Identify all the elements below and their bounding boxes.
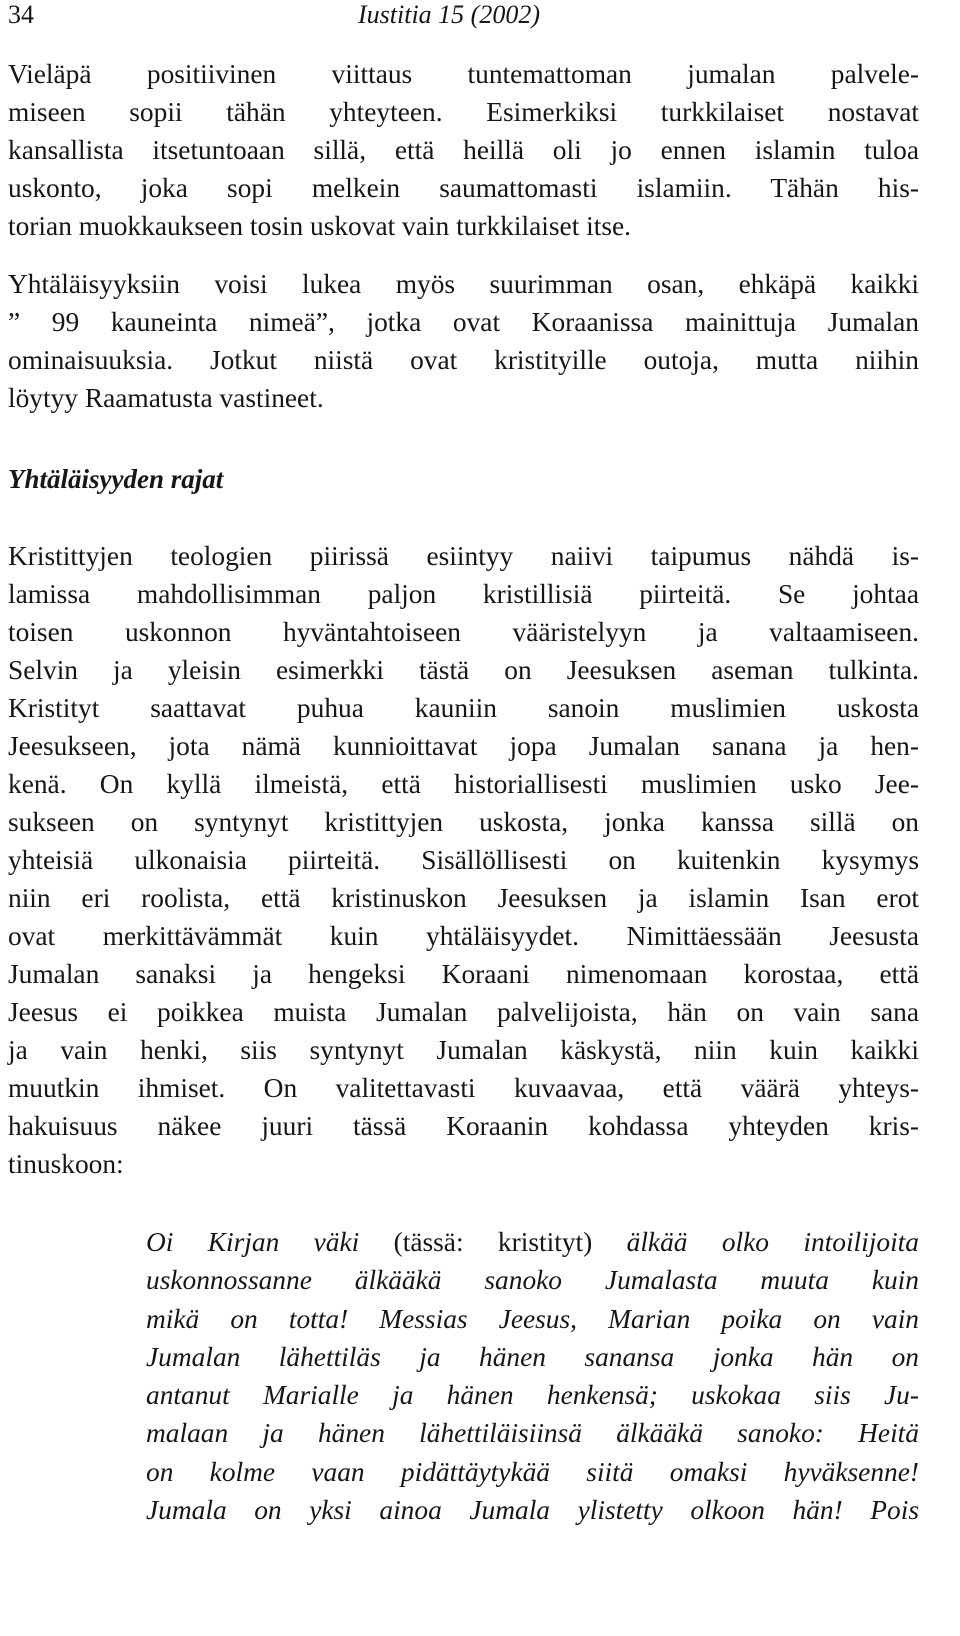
- text-line: Selvin ja yleisin esimerkki tästä on Jeesuksen aseman tulkinta.: [8, 655, 919, 685]
- text-line: ” 99 kauneinta nimeä”, jotka ovat Koraanissa mainittuja Jumalan: [8, 307, 919, 337]
- text-line: Jeesukseen, jota nämä kunnioittavat jopa Jumalan sanana ja hen-: [8, 731, 919, 761]
- quote-line: on kolme vaan pidättäytykää siitä omaksi hyväksenne!: [146, 1456, 919, 1487]
- text-line: yhteisiä ulkonaisia piirteitä. Sisällöllisesti on kuitenkin kysymys: [8, 845, 919, 875]
- text-line: niin eri roolista, että kristinuskon Jeesuksen ja islamin Isan erot: [8, 883, 919, 913]
- text-line: Vieläpä positiivinen viittaus tuntemattoman jumalan palvele-: [8, 59, 919, 89]
- text-line: toisen uskonnon hyväntahtoiseen vääristelyyn ja valtaamiseen.: [8, 617, 919, 647]
- paragraph-1: [8, 55, 919, 245]
- running-head: [8, 0, 919, 30]
- text-line: ovat merkittävämmät kuin yhtäläisyydet. Nimittäessään Jeesusta: [8, 921, 919, 951]
- text-line: kansallista itsetuntoaan sillä, että heillä oli jo ennen islamin tuloa: [8, 135, 919, 165]
- page: [8, 0, 919, 1529]
- paragraph-2: [8, 265, 919, 417]
- koran-quote: [146, 1223, 919, 1529]
- section-heading: Yhtäläisyyden rajat: [8, 464, 224, 494]
- quote-line: Jumalan lähettiläs ja hänen sanansa jonka hän on: [146, 1341, 919, 1372]
- quote-line: uskonnossanne älkääkä sanoko Jumalasta muuta kuin: [146, 1265, 919, 1296]
- quote-line: malaan ja hänen lähettiläisiinsä älkääkä sanoko: Heitä: [146, 1418, 919, 1449]
- text-line: Jeesus ei poikkea muista Jumalan palvelijoista, hän on vain sana: [8, 997, 919, 1027]
- text-line: Kristittyjen teologien piirissä esiintyy naiivi taipumus nähdä is-: [8, 541, 919, 571]
- quote-italic-a: Oi Kirjan väki: [146, 1227, 360, 1257]
- quote-italic-b: älkää olko intoilijoita: [626, 1227, 919, 1257]
- text-line: löytyy Raamatusta vastineet.: [8, 383, 324, 413]
- text-line: Kristityt saattavat puhua kauniin sanoin muslimien uskosta: [8, 693, 919, 723]
- quote-line: antanut Marialle ja hänen henkensä; uskokaa siis Ju-: [146, 1380, 919, 1411]
- text-line: sukseen on syntynyt kristittyjen uskosta, jonka kanssa sillä on: [8, 807, 919, 837]
- quote-line: Jumala on yksi ainoa Jumala ylistetty olkoon hän! Pois: [146, 1495, 919, 1526]
- page-number: 34: [8, 0, 34, 29]
- text-line: ja vain henki, siis syntynyt Jumalan käskystä, niin kuin kaikki: [8, 1035, 919, 1065]
- text-line: tinuskoon:: [8, 1149, 124, 1179]
- text-line: ominaisuuksia. Jotkut niistä ovat kristityille outoja, mutta niihin: [8, 345, 919, 375]
- text-line: hakuisuus näkee juuri tässä Koraanin kohdassa yhteyden kris-: [8, 1111, 919, 1141]
- text-line: muutkin ihmiset. On valitettavasti kuvaavaa, että väärä yhteys-: [8, 1073, 919, 1103]
- text-line: uskonto, joka sopi melkein saumattomasti islamiin. Tähän his-: [8, 173, 919, 203]
- quote-roman: (tässä: kristityt): [359, 1227, 627, 1257]
- text-line: kenä. On kyllä ilmeistä, että historiallisesti muslimien usko Jee-: [8, 769, 919, 799]
- text-line: miseen sopii tähän yhteyteen. Esimerkiksi turkkilaiset nostavat: [8, 97, 919, 127]
- paragraph-3: [8, 537, 919, 1183]
- journal-title: Iustitia 15 (2002): [358, 0, 540, 29]
- text-line: torian muokkaukseen tosin uskovat vain turkkilaiset itse.: [8, 211, 632, 241]
- text-line: lamissa mahdollisimman paljon kristillisiä piirteitä. Se johtaa: [8, 579, 919, 609]
- text-line: Yhtäläisyyksiin voisi lukea myös suurimman osan, ehkäpä kaikki: [8, 269, 919, 299]
- quote-line-1: [146, 1223, 919, 1261]
- quote-line: mikä on totta! Messias Jeesus, Marian poika on vain: [146, 1303, 919, 1334]
- text-line: Jumalan sanaksi ja hengeksi Koraani nimenomaan korostaa, että: [8, 959, 919, 989]
